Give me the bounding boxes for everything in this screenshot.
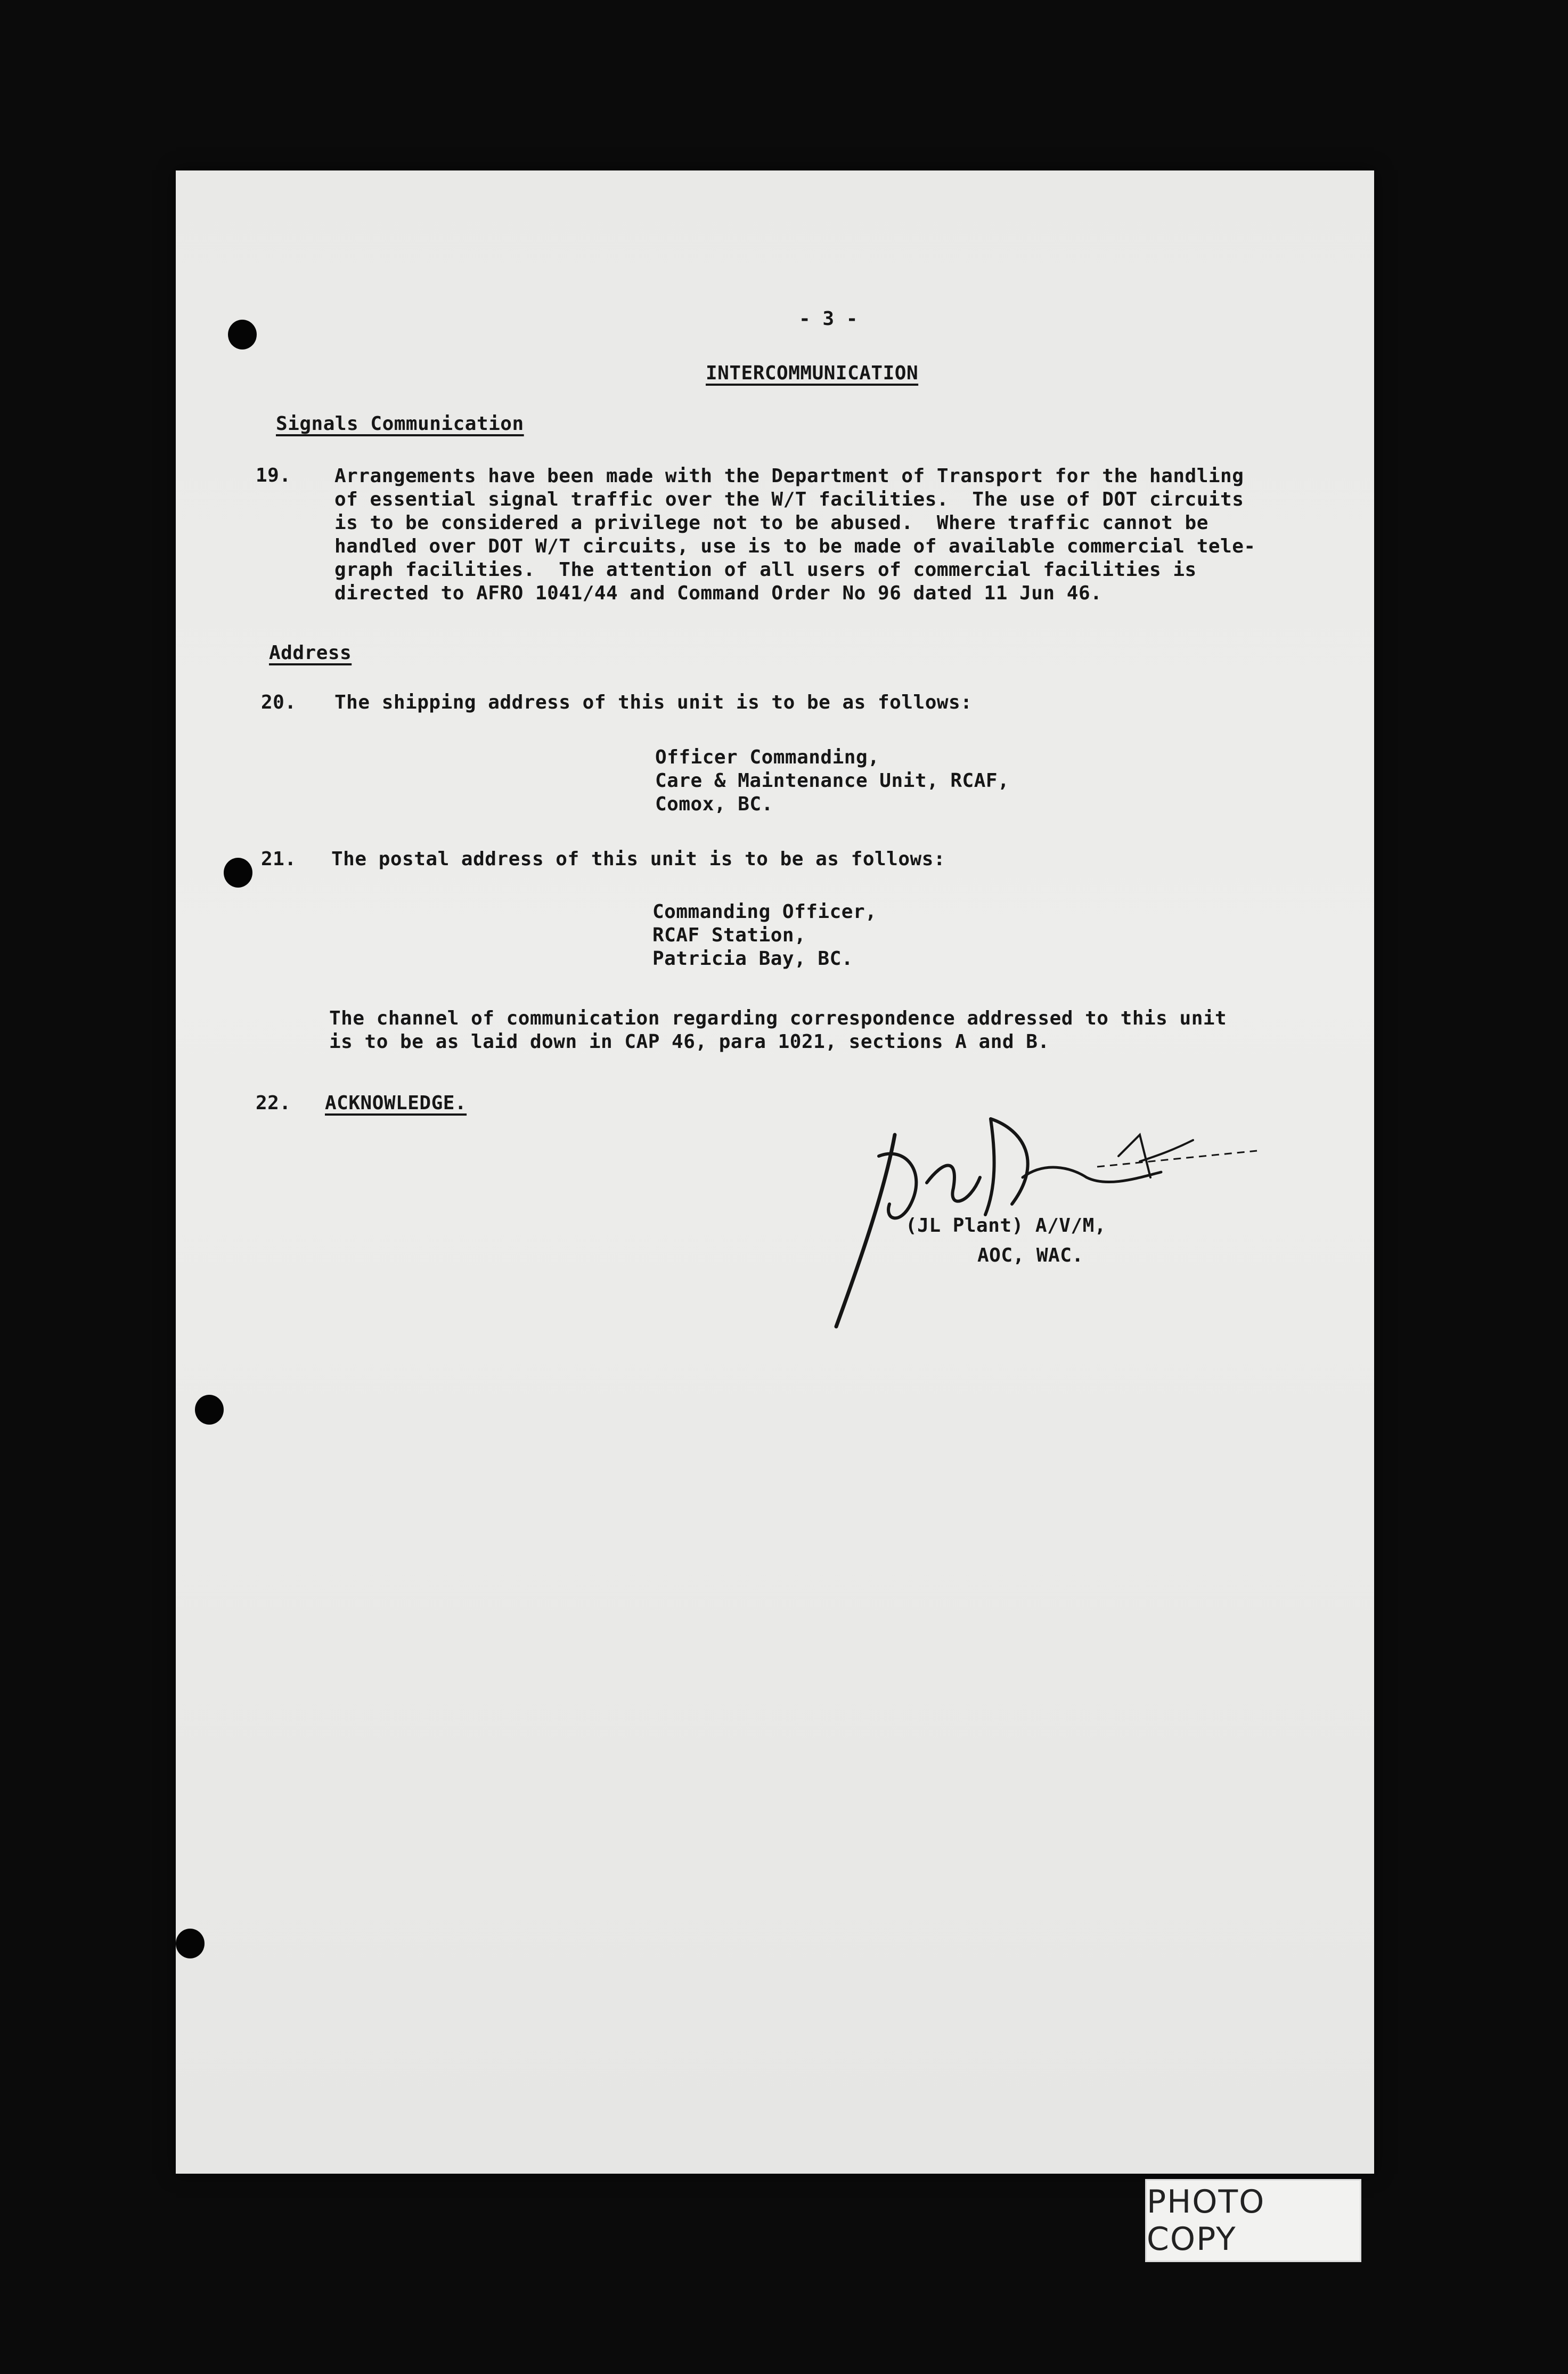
paragraph-line: The channel of communication regarding correspondence addressed to this unit — [329, 1007, 1227, 1029]
punch-hole — [195, 1395, 224, 1425]
punch-hole — [176, 1929, 205, 1958]
paragraph-line: handled over DOT W/T circuits, use is to be made of available commercial tele- — [334, 535, 1256, 557]
address-line: Patricia Bay, BC. — [652, 948, 853, 970]
paragraph-line: directed to AFRO 1041/44 and Command Order No 96 dated 11 Jun 46. — [334, 582, 1102, 604]
paragraph-line: is to be considered a privilege not to be abused. Where traffic cannot be — [334, 512, 1208, 534]
paragraph-number: 22. — [256, 1092, 291, 1114]
paragraph-channel — [329, 1007, 1227, 1054]
paragraph-postal: The postal address of this unit is to be as follows: — [331, 848, 946, 870]
shipping-address-block — [655, 746, 1009, 816]
address-line: Care & Maintenance Unit, RCAF, — [655, 770, 1010, 792]
paragraph-line: graph facilities. The attention of all users of commercial facilities is — [334, 559, 1197, 581]
page-title: INTERCOMMUNICATION — [706, 362, 919, 384]
section-heading-signals: Signals Communication — [276, 413, 524, 435]
photocopy-stamp: PHOTO COPY — [1145, 2179, 1361, 2262]
section-heading-address: Address — [269, 642, 352, 664]
paragraph-number: 20. — [261, 692, 297, 713]
paragraph-line: of essential signal traffic over the W/T facilities. The use of DOT circuits — [334, 489, 1244, 510]
address-line: RCAF Station, — [652, 924, 806, 946]
paragraph-shipping: The shipping address of this unit is to be as follows: — [334, 692, 973, 713]
address-line: Commanding Officer, — [652, 901, 877, 923]
paragraph-line: is to be as laid down in CAP 46, para 1021, sections A and B. — [329, 1031, 1050, 1053]
paragraph-signals — [334, 465, 1256, 605]
paragraph-number: 21. — [261, 848, 297, 870]
acknowledge-text: ACKNOWLEDGE. — [325, 1092, 467, 1114]
paragraph-line: Arrangements have been made with the Department of Transport for the handling — [334, 465, 1244, 487]
address-line: Officer Commanding, — [655, 746, 880, 768]
address-line: Comox, BC. — [655, 793, 773, 815]
paragraph-number: 19. — [256, 465, 291, 486]
signatory-title: AOC, WAC. — [977, 1245, 1084, 1266]
signatory-name: (JL Plant) A/V/M, — [905, 1215, 1106, 1237]
punch-hole — [224, 858, 252, 888]
postal-address-block — [652, 900, 877, 971]
page-number: - 3 - — [799, 308, 858, 330]
punch-hole — [228, 320, 257, 349]
